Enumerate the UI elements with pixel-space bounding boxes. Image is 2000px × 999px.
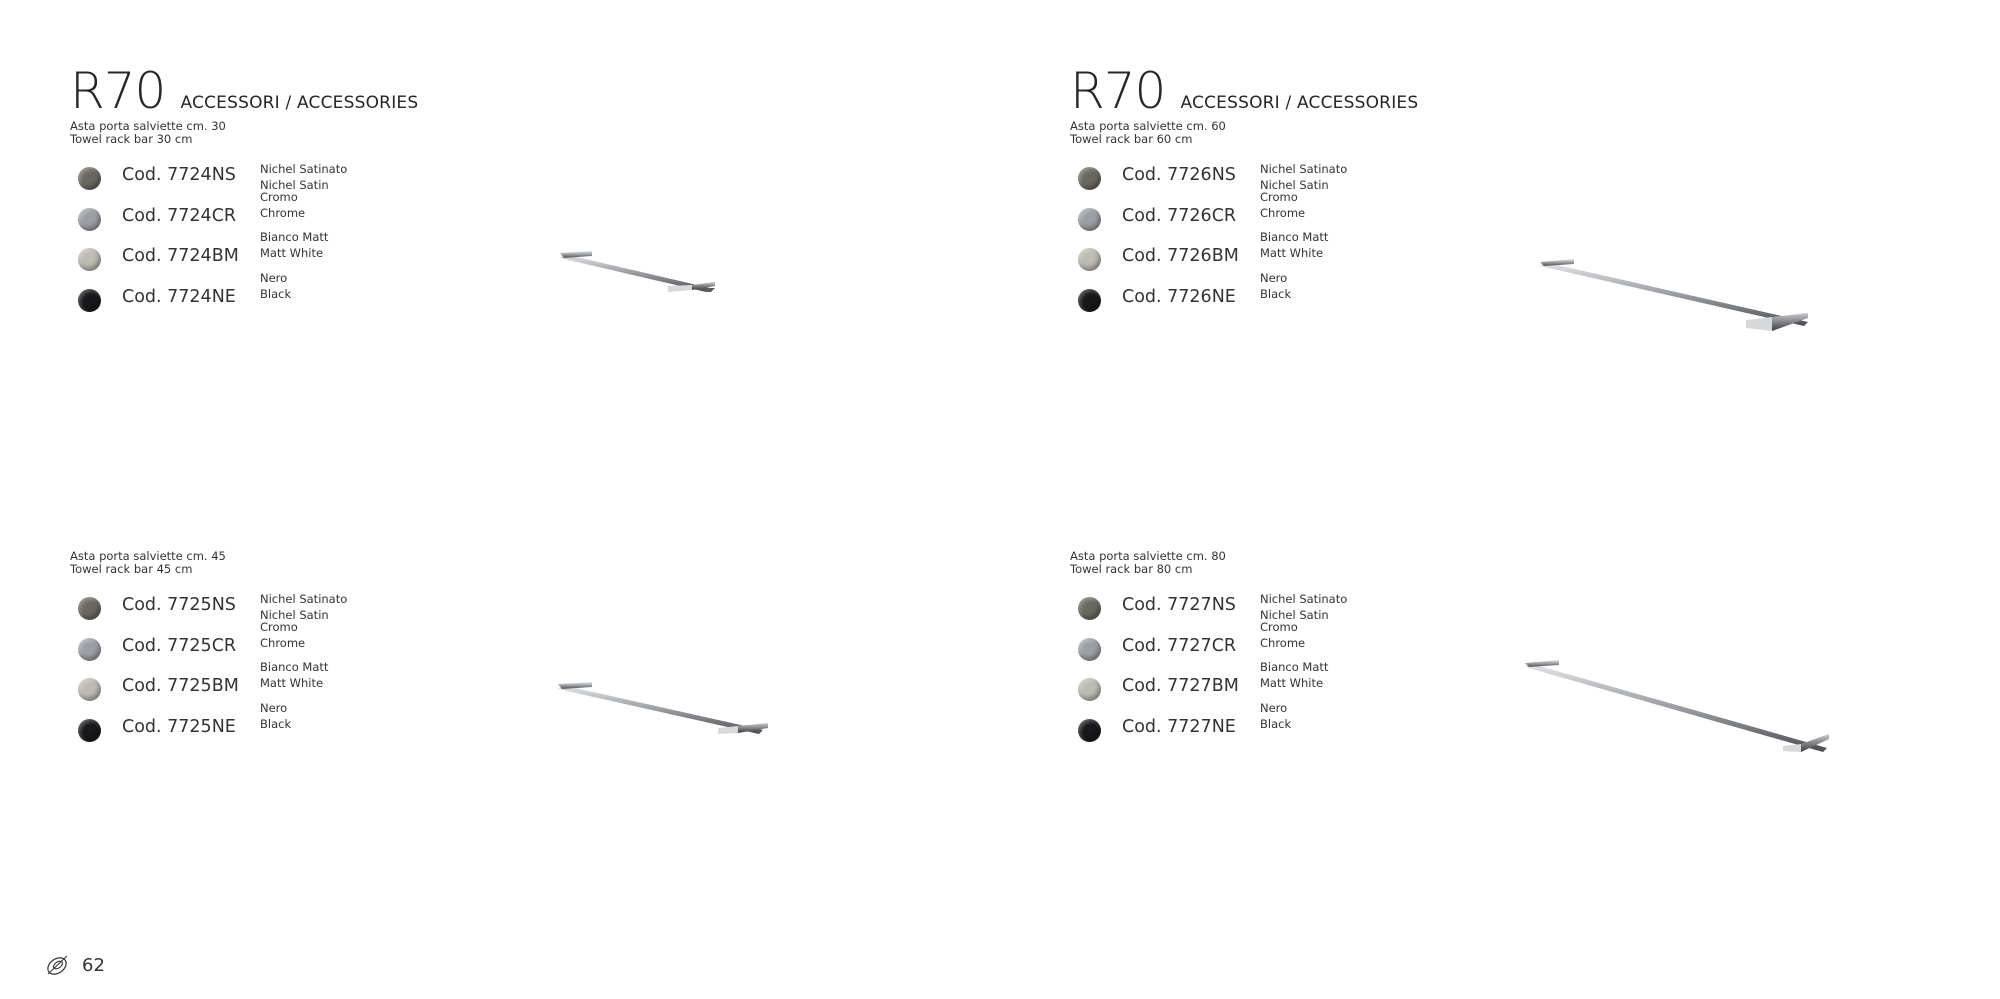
finish-swatch: [1078, 208, 1101, 231]
description-english: Towel rack bar 30 cm: [70, 132, 193, 146]
finish-name-english: Chrome: [260, 205, 306, 220]
finish-name-italian: Nichel Satinato: [1260, 162, 1348, 176]
product-description: [1070, 120, 1970, 146]
finish-label: [260, 189, 305, 221]
finish-label: [1260, 700, 1291, 732]
towel-bar-image: [1540, 258, 1830, 358]
finish-swatch: [1078, 289, 1101, 312]
description-italian: Asta porta salviette cm. 80: [1070, 549, 1226, 563]
finish-name-english: Nichel Satin: [1260, 608, 1329, 622]
finish-name-italian: Cromo: [260, 619, 298, 634]
finish-name-english: Chrome: [260, 635, 306, 650]
finish-name-english: Matt White: [260, 676, 324, 690]
description-english: Towel rack bar 60 cm: [1070, 132, 1193, 146]
finish-name-english: Black: [1260, 286, 1292, 301]
finish-name-italian: Bianco Matt: [260, 230, 329, 244]
product-code: Cod. 7725NS: [122, 595, 236, 615]
finish-label: [260, 700, 291, 732]
finish-swatch: [1078, 248, 1101, 271]
finish-swatch: [1078, 678, 1101, 701]
product-code: Cod. 7725CR: [122, 635, 237, 656]
product-block: [70, 550, 970, 790]
product-code: Cod. 7724BM: [122, 246, 239, 266]
finish-name-english: Matt White: [1260, 246, 1324, 260]
finish-label: [1260, 659, 1328, 691]
product-code: Cod. 7727NS: [1122, 595, 1236, 615]
finish-name-italian: Bianco Matt: [1260, 230, 1329, 244]
page-right: [1000, 0, 2000, 999]
product-block: [1070, 120, 1970, 360]
finish-swatch: [78, 289, 101, 312]
finish-name-italian: Cromo: [1260, 619, 1298, 634]
product-block: [1070, 550, 1970, 790]
finish-name-english: Chrome: [1260, 205, 1306, 220]
description-english: Towel rack bar 80 cm: [1070, 562, 1193, 576]
finish-label: [260, 619, 305, 651]
finish-name-italian: Bianco Matt: [1260, 660, 1329, 674]
product-code: Cod. 7727NE: [1122, 716, 1236, 737]
product-code: Cod. 7724NE: [122, 286, 236, 307]
finish-name-english: Nichel Satin: [1260, 178, 1329, 192]
finish-name-italian: Cromo: [1260, 189, 1298, 204]
finish-swatch: [78, 167, 101, 190]
finish-name-english: Black: [260, 716, 292, 731]
product-code: Cod. 7727CR: [1122, 635, 1237, 656]
finish-swatch: [78, 638, 101, 661]
finish-name-italian: Nero: [1260, 270, 1288, 285]
product-code: Cod. 7726NS: [1122, 165, 1236, 185]
product-code: Cod. 7725NE: [122, 716, 236, 737]
section-subtitle: ACCESSORI / ACCESSORIES: [180, 93, 419, 113]
finish-swatch: [1078, 167, 1101, 190]
towel-bar-image: [560, 248, 720, 303]
towel-bar-image: [558, 680, 778, 750]
catalog-header: [1070, 62, 1418, 120]
finish-label: [1260, 189, 1305, 221]
finish-label: [260, 229, 328, 261]
series-title: R70: [1070, 62, 1166, 120]
product-block: [70, 120, 970, 360]
finish-name-italian: Nero: [260, 700, 288, 715]
product-code: Cod. 7726CR: [1122, 205, 1237, 226]
product-code: Cod. 7725BM: [122, 676, 239, 696]
finish-name-italian: Nero: [260, 270, 288, 285]
finish-swatch: [1078, 597, 1101, 620]
finish-swatch: [1078, 638, 1101, 661]
product-code: Cod. 7727BM: [1122, 676, 1239, 696]
product-code: Cod. 7724CR: [122, 205, 237, 226]
product-code: Cod. 7726NE: [1122, 286, 1236, 307]
finish-label: [1260, 229, 1328, 261]
finish-swatch: [78, 597, 101, 620]
finish-name-italian: Nichel Satinato: [1260, 592, 1348, 606]
description-italian: Asta porta salviette cm. 30: [70, 119, 226, 133]
finish-name-english: Matt White: [260, 246, 324, 260]
description-italian: Asta porta salviette cm. 60: [1070, 119, 1226, 133]
finish-name-english: Nichel Satin: [260, 178, 329, 192]
finish-name-english: Black: [1260, 716, 1292, 731]
finish-name-italian: Nichel Satinato: [260, 162, 348, 176]
finish-swatch: [1078, 719, 1101, 742]
brand-logo-icon: [45, 952, 71, 978]
product-code: Cod. 7726BM: [1122, 246, 1239, 266]
product-description: [70, 550, 970, 576]
finish-name-english: Black: [260, 286, 292, 301]
description-english: Towel rack bar 45 cm: [70, 562, 193, 576]
towel-bar-image: [1525, 658, 1845, 768]
description-italian: Asta porta salviette cm. 45: [70, 549, 226, 563]
finish-name-english: Matt White: [1260, 676, 1324, 690]
finish-swatch: [78, 248, 101, 271]
finish-label: [260, 270, 291, 302]
finish-label: [1260, 270, 1291, 302]
product-code: Cod. 7724NS: [122, 165, 236, 185]
finish-name-english: Chrome: [1260, 635, 1306, 650]
finish-swatch: [78, 678, 101, 701]
finish-name-italian: Bianco Matt: [260, 660, 329, 674]
finish-label: [260, 659, 328, 691]
finish-name-italian: Cromo: [260, 189, 298, 204]
section-subtitle: ACCESSORI / ACCESSORIES: [1180, 93, 1419, 113]
series-title: R70: [70, 62, 166, 120]
catalog-header: [70, 62, 418, 120]
finish-name-italian: Nichel Satinato: [260, 592, 348, 606]
product-description: [1070, 550, 1970, 576]
finish-swatch: [78, 719, 101, 742]
finish-name-english: Nichel Satin: [260, 608, 329, 622]
page-number: 62: [82, 955, 105, 976]
finish-label: [1260, 619, 1305, 651]
finish-name-italian: Nero: [1260, 700, 1288, 715]
finish-swatch: [78, 208, 101, 231]
product-description: [70, 120, 970, 146]
